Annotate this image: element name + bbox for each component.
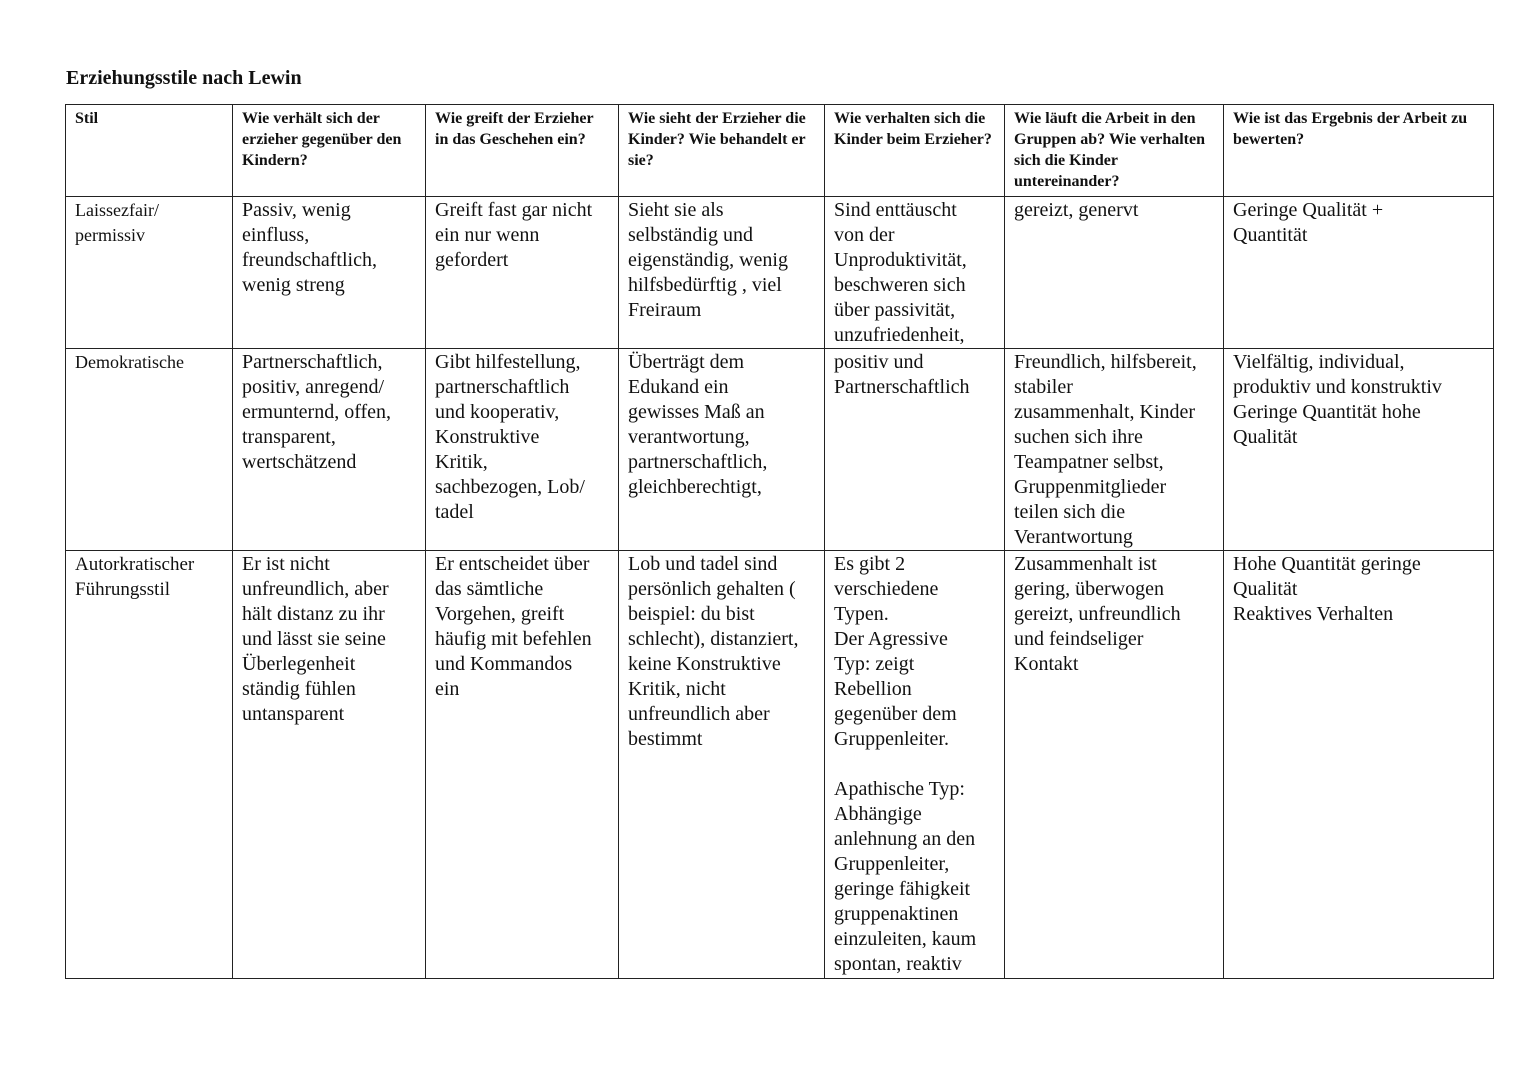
table-row <box>66 197 1494 349</box>
cell-gruppenarbeit <box>1005 349 1224 551</box>
cell-text: Vielfältig, individual, produktiv und konstruktiv Geringe Quantität hohe Qualität <box>1233 351 1442 448</box>
cell-verhalten <box>233 197 426 349</box>
header-gruppenarbeit: Wie läuft die Arbeit in den Gruppen ab? Wie verhalten sich die Kinder untereinander? <box>1005 105 1224 197</box>
cell-stil <box>66 349 233 551</box>
header-verhalten: Wie verhält sich der erzieher gegenüber den Kindern? <box>233 105 426 197</box>
cell-kinder-verhalten <box>825 551 1005 979</box>
cell-verhalten <box>233 551 426 979</box>
cell-text: Lob und tadel sind persönlich gehalten ( beispiel: du bist schlecht), distanziert, keine Konstruktive Kritik, nicht unfreundlich aber bestimmt <box>628 553 799 750</box>
cell-ergebnis <box>1224 197 1494 349</box>
header-kinder-verhalten: Wie verhalten sich die Kinder beim Erzieher? <box>825 105 1005 197</box>
header-sicht: Wie sieht der Erzieher die Kinder? Wie behandelt er sie? <box>619 105 825 197</box>
cell-sicht <box>619 551 825 979</box>
cell-text: Er ist nicht unfreundlich, aber hält distanz zu ihr und lässt sie seine Überlegenheit ständig fühlen untansparent <box>242 553 389 725</box>
cell-sicht <box>619 197 825 349</box>
cell-eingreifen <box>426 197 619 349</box>
table-row <box>66 551 1494 979</box>
cell-text: gereizt, genervt <box>1014 199 1139 221</box>
cell-ergebnis <box>1224 551 1494 979</box>
cell-gruppenarbeit <box>1005 197 1224 349</box>
cell-text: Überträgt dem Edukand ein gewisses Maß an verantwortung, partnerschaftlich, gleichberechtigt, <box>628 351 768 498</box>
cell-ergebnis <box>1224 349 1494 551</box>
cell-gruppenarbeit <box>1005 551 1224 979</box>
cell-text: Partnerschaftlich, positiv, anregend/ ermunternd, offen, transparent, wertschätzend <box>242 351 392 473</box>
cell-text: Hohe Quantität geringe Qualität Reaktives Verhalten <box>1233 553 1421 625</box>
document-title: Erziehungsstile nach Lewin <box>66 67 302 89</box>
cell-text: Autorkratischer Führungsstil <box>75 554 195 600</box>
cell-text: positiv und Partnerschaftlich <box>834 351 970 398</box>
cell-text: Geringe Qualität + Quantität <box>1233 199 1384 246</box>
cell-stil <box>66 551 233 979</box>
cell-text: Sieht sie als selbständig und eigenständig, wenig hilfsbedürftig , viel Freiraum <box>628 199 788 321</box>
cell-text: Greift fast gar nicht ein nur wenn gefordert <box>435 199 593 271</box>
cell-kinder-verhalten <box>825 349 1005 551</box>
cell-text: Es gibt 2 verschiedene Typen. Der Agressive Typ: zeigt Rebellion gegenüber dem Gruppenleiter. Apathische Typ: Abhängige anlehnung an den Gruppenleiter, geringe fähigkeit gruppenaktinen einzuleiten, kaum spontan, reaktiv <box>834 553 977 975</box>
cell-text: Freundlich, hilfsbereit, stabiler zusammenhalt, Kinder suchen sich ihre Teampatner selbst, Gruppenmitglieder teilen sich die Verantwortung <box>1014 351 1197 548</box>
erziehungsstile-table <box>65 104 1494 979</box>
cell-stil <box>66 197 233 349</box>
header-stil: Stil <box>66 105 233 197</box>
cell-eingreifen <box>426 349 619 551</box>
cell-text: Gibt hilfestellung, partnerschaftlich und kooperativ, Konstruktive Kritik, sachbezogen, Lob/ tadel <box>435 351 585 523</box>
cell-kinder-verhalten <box>825 197 1005 349</box>
header-ergebnis: Wie ist das Ergebnis der Arbeit zu bewerten? <box>1224 105 1494 197</box>
cell-text: Zusammenhalt ist gering, überwogen gereizt, unfreundlich und feindseliger Kontakt <box>1014 553 1181 675</box>
table-header-row <box>66 105 1494 197</box>
cell-text: Sind enttäuscht von der Unproduktivität, beschweren sich über passivität, unzufriedenheit, <box>834 199 967 346</box>
cell-text: Passiv, wenig einfluss, freundschaftlich, wenig streng <box>242 199 377 296</box>
cell-verhalten <box>233 349 426 551</box>
header-eingreifen: Wie greift der Erzieher in das Geschehen ein? <box>426 105 619 197</box>
cell-eingreifen <box>426 551 619 979</box>
table-row <box>66 349 1494 551</box>
cell-text: Demokratische <box>75 352 184 372</box>
cell-sicht <box>619 349 825 551</box>
cell-text: Er entscheidet über das sämtliche Vorgehen, greift häufig mit befehlen und Kommandos ein <box>435 553 592 700</box>
cell-text: Laissezfair/ permissiv <box>75 200 159 245</box>
